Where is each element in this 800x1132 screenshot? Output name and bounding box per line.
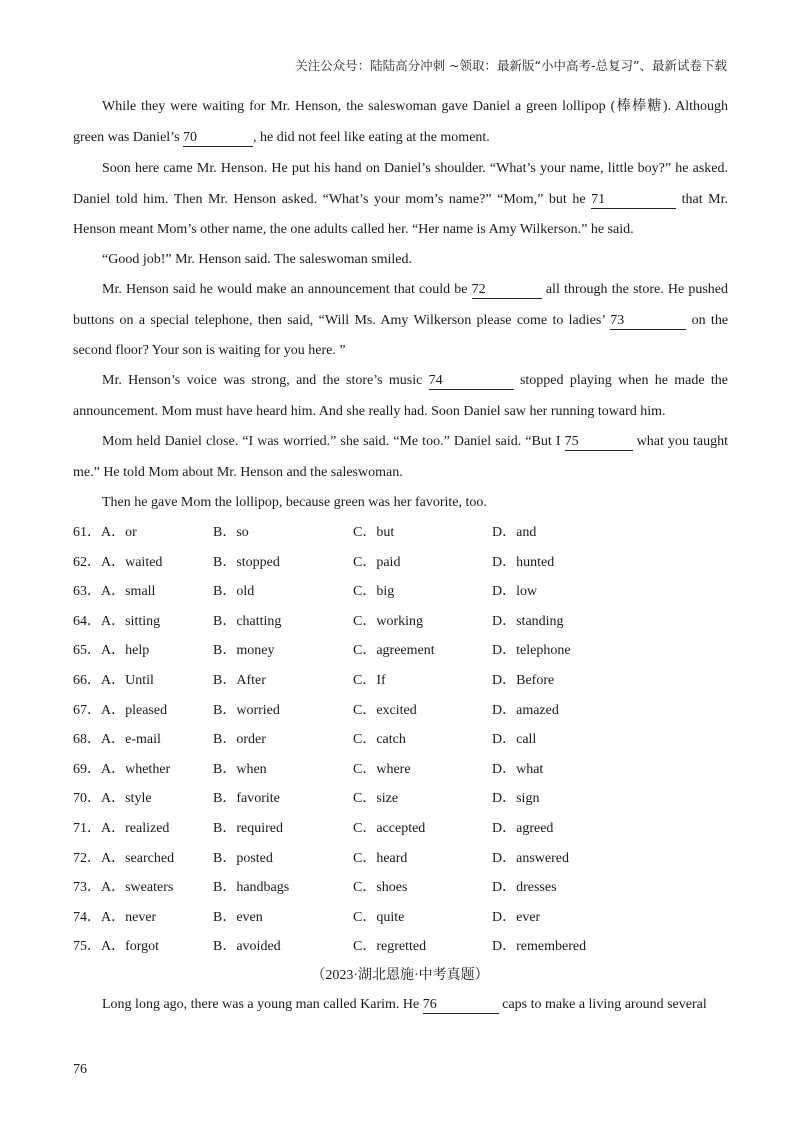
blank-76: 76 <box>423 997 499 1014</box>
option-a: 75．A．forgot <box>73 939 160 955</box>
option-b: B．chatting <box>213 613 282 629</box>
option-d: D．ever <box>492 909 541 925</box>
option-b: B．old <box>213 584 255 600</box>
option-c: C．agreement <box>353 643 435 659</box>
option-a: 69．A．whether <box>73 761 171 777</box>
option-c: C．excited <box>353 702 417 718</box>
option-c: C．big <box>353 584 395 600</box>
next-passage: Long long ago, there was a young man called Karim. He 76 caps to make a living around several <box>102 997 707 1012</box>
option-c: C．shoes <box>353 880 408 896</box>
option-row-63 <box>73 577 728 607</box>
option-b: B．order <box>213 732 266 748</box>
paragraph-5: Mr. Henson’s voice was strong, and the store’s music 74 stopped playing when he made the announcement. Mom must have heard him. And she really had. Soon Daniel saw her running toward him. <box>73 373 728 419</box>
option-c: C．paid <box>353 554 401 570</box>
option-a: 67．A．pleased <box>73 702 168 718</box>
option-a: 65．A．help <box>73 643 150 659</box>
option-b: B．even <box>213 909 263 925</box>
option-d: D．remembered <box>492 939 587 955</box>
paragraph-1: While they were waiting for Mr. Henson, the saleswoman gave Daniel a green lollipop (棒棒糖). Although green was Daniel’s 70 , he did not feel like eating at the moment. <box>73 99 728 145</box>
option-a: 72．A．searched <box>73 850 175 866</box>
paragraph-4: Mr. Henson said he would make an announcement that could be 72 all through the store. He pushed buttons on a special telephone, then said, “Will Ms. Amy Wilkerson please come to ladies’ 73 on the second floor? Your son is waiting for you here. ” <box>73 282 729 358</box>
options-list <box>73 518 728 962</box>
option-b: B．handbags <box>213 880 290 896</box>
option-row-73 <box>73 873 728 903</box>
option-row-61 <box>73 518 728 548</box>
option-row-69 <box>73 755 728 785</box>
option-d: D．low <box>492 584 538 600</box>
option-d: D．hunted <box>492 554 555 570</box>
option-row-71 <box>73 814 728 844</box>
option-b: B．avoided <box>213 939 281 955</box>
paragraph-6: Mom held Daniel close. “I was worried.” she said. “Me too.” Daniel said. “But I 75 what you taught me.” He told Mom about Mr. Henson and the saleswoman. <box>73 434 729 480</box>
option-d: D．standing <box>492 613 564 629</box>
blank-70: 70 <box>183 130 253 147</box>
option-row-67 <box>73 696 728 726</box>
option-row-64 <box>73 607 728 637</box>
option-b: B．money <box>213 643 275 659</box>
option-row-66 <box>73 666 728 696</box>
option-c: C．catch <box>353 732 406 748</box>
option-b: B．stopped <box>213 554 280 570</box>
option-c: C．quite <box>353 909 405 925</box>
blank-74: 74 <box>429 373 514 390</box>
option-d: D．dresses <box>492 880 557 896</box>
option-a: 70．A．style <box>73 791 152 807</box>
source-citation: （2023·湖北恩施·中考真题） <box>311 968 489 983</box>
option-a: 61．A．or <box>73 525 137 540</box>
option-b: B．so <box>213 525 249 540</box>
option-d: D．and <box>492 525 537 540</box>
option-c: C．but <box>353 525 395 540</box>
option-row-65 <box>73 636 728 666</box>
option-c: C．working <box>353 613 423 629</box>
option-c: C．regretted <box>353 939 427 955</box>
option-row-72 <box>73 844 728 874</box>
option-c: C．If <box>353 672 386 688</box>
blank-75: 75 <box>565 434 633 451</box>
blank-71: 71 <box>591 192 676 209</box>
option-d: D．sign <box>492 791 540 807</box>
option-b: B．when <box>213 761 267 777</box>
option-a: 62．A．waited <box>73 554 163 570</box>
page-number: 76 <box>73 1062 87 1077</box>
option-c: C．heard <box>353 850 408 866</box>
option-row-68 <box>73 725 728 755</box>
option-b: B．posted <box>213 850 273 866</box>
paragraph-7: Then he gave Mom the lollipop, because green was her favorite, too. <box>102 495 487 510</box>
option-d: D．amazed <box>492 702 559 718</box>
option-c: C．size <box>353 791 399 807</box>
option-d: D．call <box>492 732 537 748</box>
option-b: B．After <box>213 672 266 688</box>
option-row-75 <box>73 932 728 962</box>
option-a: 71．A．realized <box>73 820 170 836</box>
option-d: D．agreed <box>492 820 554 836</box>
option-row-74 <box>73 903 728 933</box>
option-a: 74．A．never <box>73 909 157 925</box>
blank-73: 73 <box>610 313 686 330</box>
page-header: 关注公众号：陆陆高分冲刺 ~领取：最新版“小中高考-总复习”、最新试卷下载 <box>295 58 727 73</box>
option-b: B．required <box>213 820 283 836</box>
option-d: D．what <box>492 761 544 777</box>
option-a: 63．A．small <box>73 584 156 600</box>
option-b: B．worried <box>213 702 280 718</box>
blank-72: 72 <box>472 282 542 299</box>
option-b: B．favorite <box>213 791 280 807</box>
paragraph-2: Soon here came Mr. Henson. He put his hand on Daniel’s shoulder. “What’s your name, little boy?” he asked. Daniel told him. Then Mr. Henson asked. “What’s your mom’s name?” “Mom,” but he 71 that Mr. Henson meant Mom’s other name, the one adults called her. “Her name is Amy Wilkerson.” he said. <box>73 161 729 237</box>
option-a: 68．A．e-mail <box>73 732 161 748</box>
paragraph-3: “Good job!” Mr. Henson said. The saleswoman smiled. <box>102 252 413 267</box>
option-row-70 <box>73 784 728 814</box>
option-c: C．where <box>353 761 411 777</box>
option-d: D．answered <box>492 850 569 866</box>
option-a: 73．A．sweaters <box>73 880 174 896</box>
option-a: 64．A．sitting <box>73 613 161 629</box>
option-c: C．accepted <box>353 820 426 836</box>
option-row-62 <box>73 548 728 578</box>
option-a: 66．A．Until <box>73 672 154 688</box>
option-d: D．telephone <box>492 643 571 659</box>
option-d: D．Before <box>492 672 555 688</box>
